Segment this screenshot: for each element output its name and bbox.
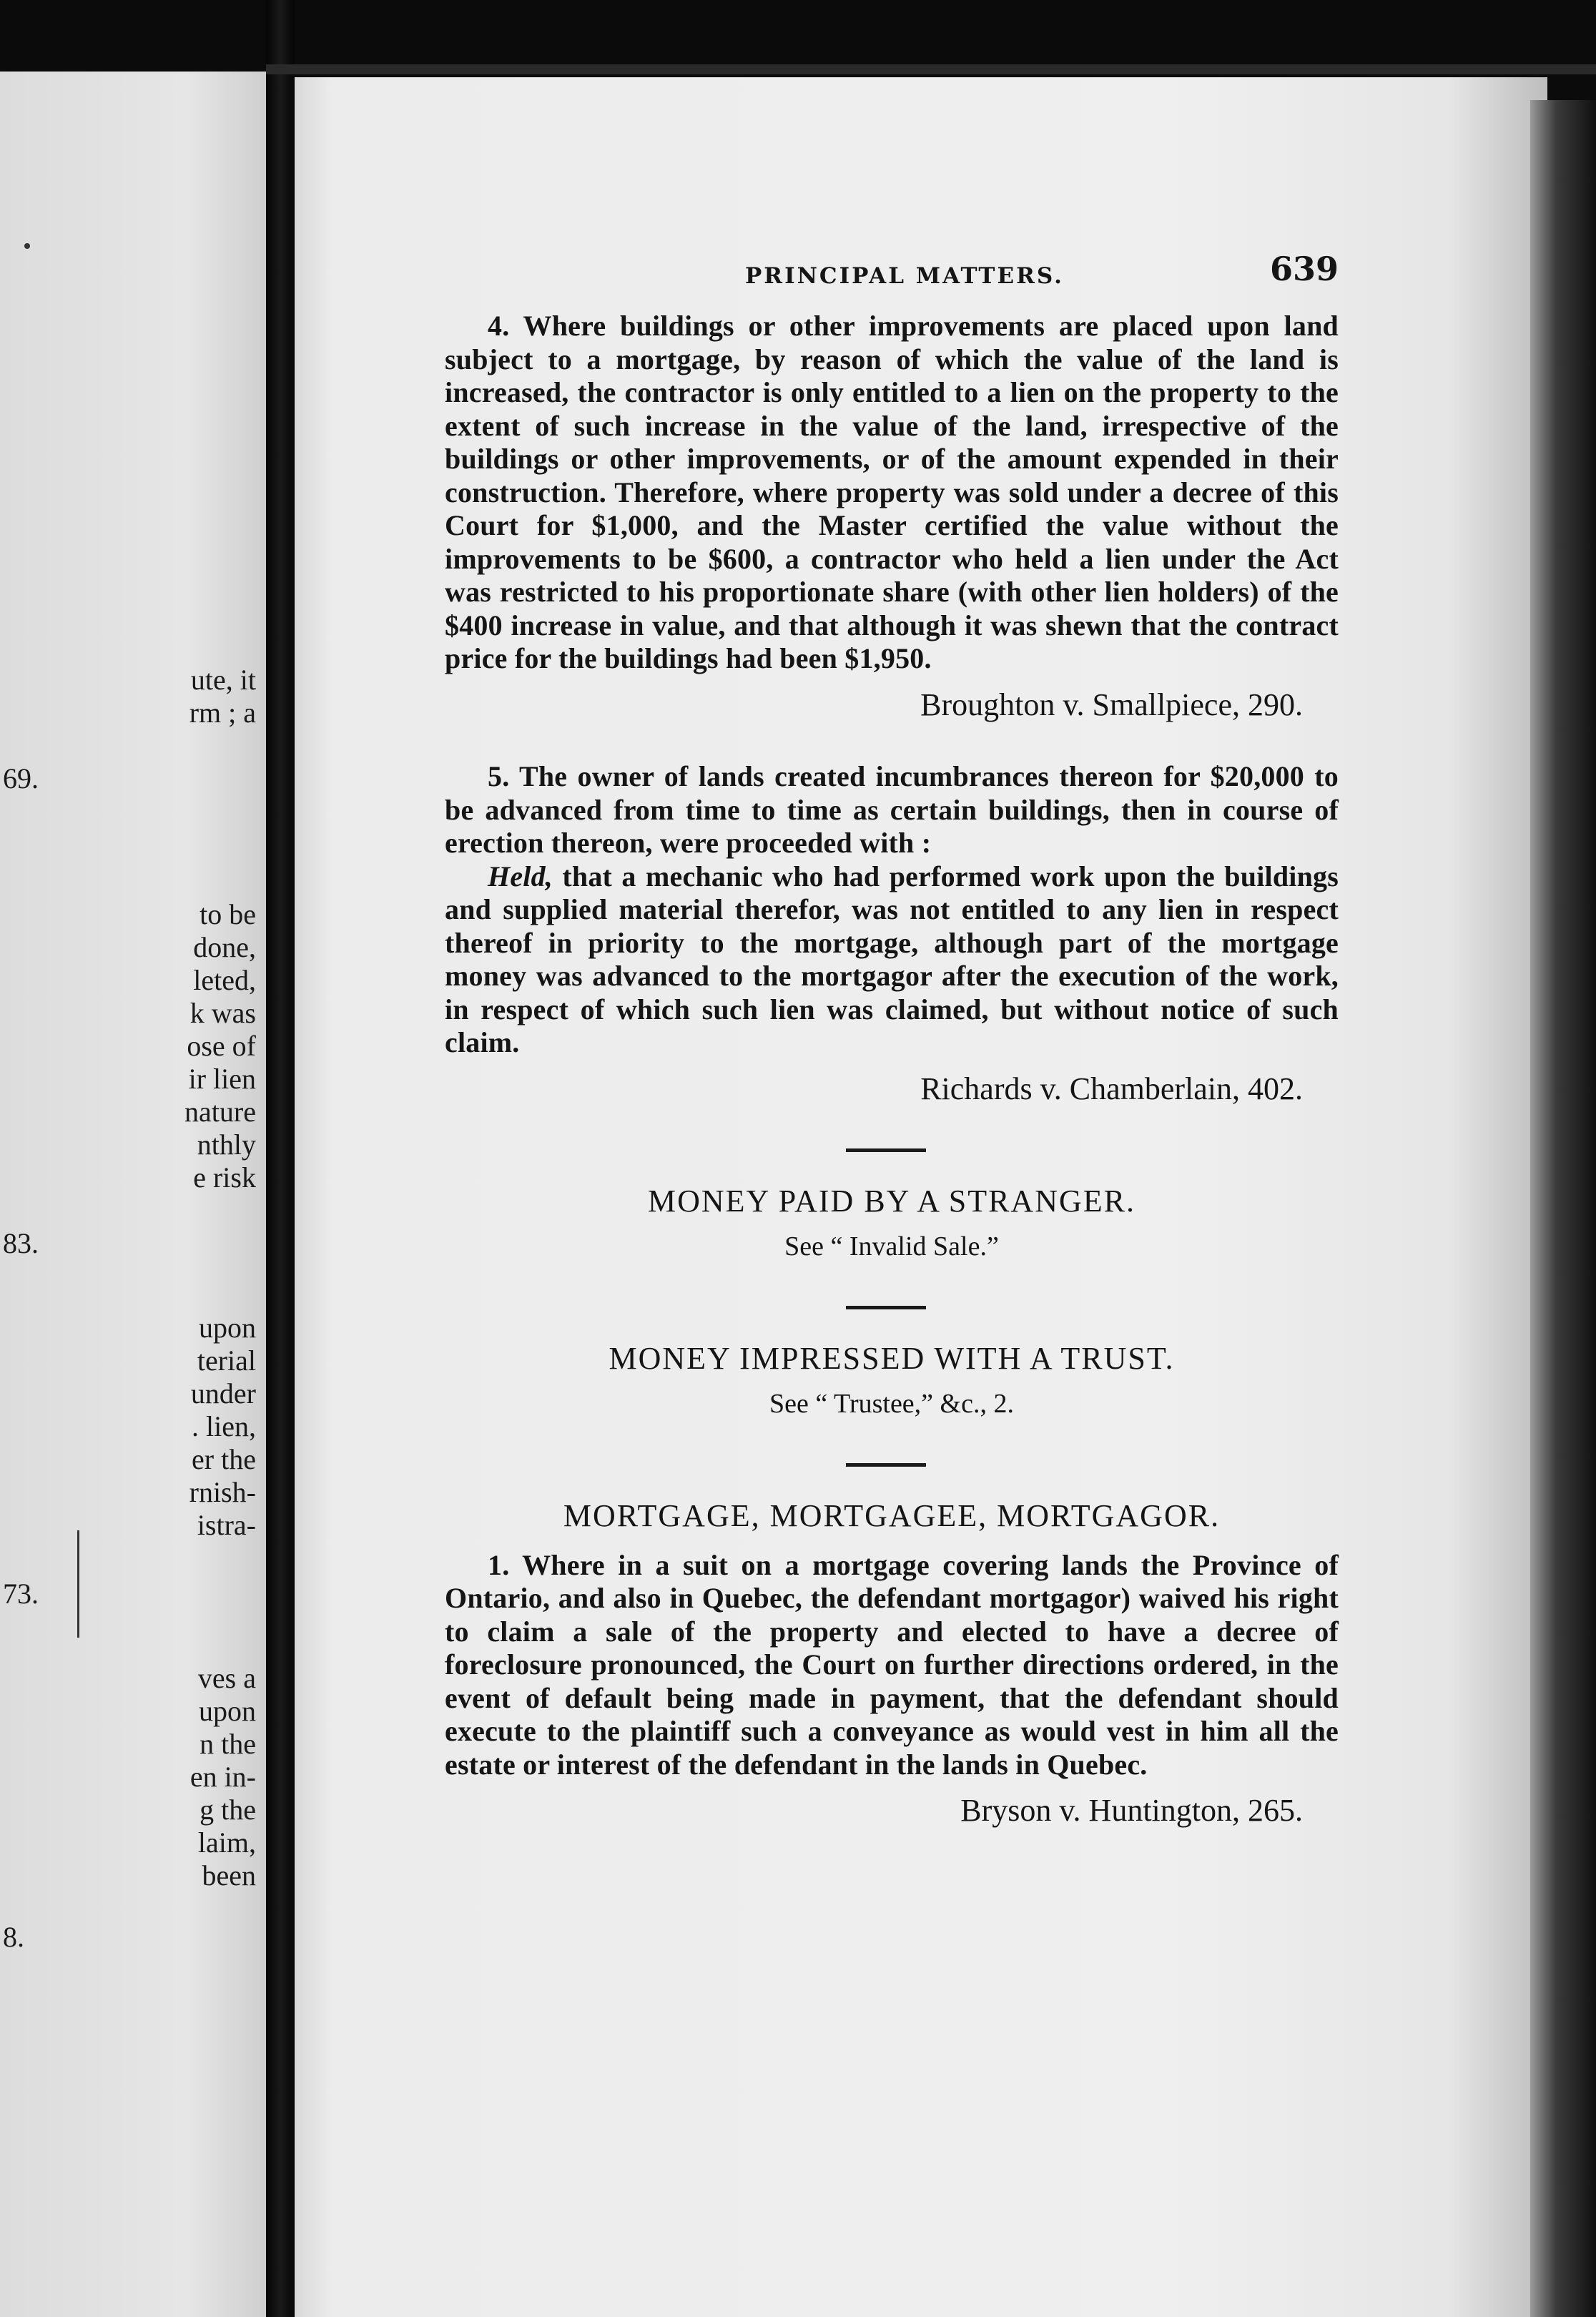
page-number: 639 [1269, 250, 1339, 288]
fragment-line: istra- [197, 1509, 256, 1541]
fragment-line: en in- [189, 1761, 256, 1793]
held-label: Held, [488, 860, 553, 892]
fragment-line: 8. [3, 1921, 24, 1953]
entry-paragraph-5: 5. The owner of lands created incumbrances thereon for $20,000 to be advanced from time to time as certain buildings, then in course of erection thereon, were proceeded with : [445, 760, 1339, 859]
section-heading: MONEY PAID BY A STRANGER. [648, 1184, 1136, 1219]
running-head-title: PRINCIPAL MATTERS. [745, 263, 1064, 289]
fragment-line: g the [200, 1794, 256, 1826]
fragment-line: k was [189, 997, 256, 1029]
cross-reference: See “ Trustee,” &c., 2. [769, 1388, 1014, 1419]
case-citation: Bryson v. Huntington, 265. [960, 1793, 1303, 1828]
page-639 [295, 77, 1547, 2317]
fragment-line: ute, it [190, 664, 256, 696]
fragment-line: nthly [197, 1128, 256, 1161]
fragment-line: ves a [197, 1662, 256, 1694]
fragment-line: laim, [197, 1826, 256, 1859]
entry-paragraph-4: 4. Where buildings or other improvements are placed upon land subject to a mortgage, by reason of which the value of the land is increased, the contractor is only entitled to a lien on the property to the extent of such increase in the value of the land, irrespective of the buildings or other improvements, or of the amount expended in their construction. Therefore, where property was sold under a decree of this Court for $1,000, and the Master certified the value without the improvements to be $600, a contractor who held a lien under the Act was restricted to his proportionate share (with other lien holders) of the $400 increase in value, and that although it was shewn that the contract price for the buildings had been $1,950. [445, 310, 1339, 674]
fragment-line: er the [192, 1443, 256, 1475]
fragment-line: upon [199, 1695, 256, 1727]
fragment-line: upon [199, 1312, 256, 1344]
fragment-line: rm ; a [189, 697, 256, 729]
margin-bracket [77, 1530, 79, 1638]
fragment-line: ir lien [188, 1063, 256, 1095]
running-head [445, 250, 1339, 310]
cross-reference: See “ Invalid Sale.” [784, 1231, 999, 1261]
scan-edge [266, 64, 1596, 74]
fragment-line: to be [200, 898, 256, 930]
entry-paragraph-5-held [445, 860, 1339, 1060]
previous-page-fragment [0, 72, 266, 2317]
case-citation: Richards v. Chamberlain, 402. [920, 1071, 1303, 1106]
fragment-line: done, [193, 931, 256, 963]
section-divider [846, 1463, 926, 1467]
fragment-line: under [190, 1377, 256, 1410]
fragment-line: . lien, [192, 1410, 256, 1442]
fragment-line: been [202, 1859, 256, 1892]
fragment-line: 73. [3, 1578, 39, 1610]
page-content [445, 250, 1339, 1828]
fragment-line: n the [200, 1728, 256, 1760]
fragment-line: terial [197, 1344, 256, 1377]
fragment-line: leted, [193, 964, 256, 996]
section-heading: MONEY IMPRESSED WITH A TRUST. [609, 1341, 1175, 1376]
section-divider [846, 1148, 926, 1152]
entry-paragraph-1: 1. Where in a suit on a mortgage covering lands the Province of Ontario, and also in Quebec, the defendant mortgagor) waived his right to claim a sale of the property and elected to have a decree of foreclosure pronounced, the Court on further directions ordered, in the event of default being made in payment, that the defendant should execute to the plaintiff such a conveyance as would vest in him all the estate or interest of the defendant in the lands in Quebec. [445, 1548, 1339, 1781]
case-citation: Broughton v. Smallpiece, 290. [920, 687, 1303, 722]
fragment-line: nature [184, 1096, 256, 1128]
fragment-line: rnish- [189, 1476, 256, 1508]
section-divider [846, 1306, 926, 1309]
fragment-line: ose of [187, 1030, 256, 1062]
page-edge-shadow [1530, 100, 1596, 2317]
fragment-line: 83. [3, 1227, 39, 1259]
ink-dot [24, 243, 30, 249]
book-gutter [266, 0, 295, 2317]
fragment-line: e risk [193, 1161, 256, 1194]
section-heading: MORTGAGE, MORTGAGEE, MORTGAGOR. [563, 1498, 1221, 1533]
held-text: that a mechanic who had performed work upon the buildings and supplied material therefor, was not entitled to any lien in respect thereof in priority to the mortgage, although part of the mortgage money was advanced to the mortgagor after the execution of the work, in respect of which such lien was claimed, but without notice of such claim. [445, 860, 1339, 1058]
fragment-line: 69. [3, 762, 39, 795]
